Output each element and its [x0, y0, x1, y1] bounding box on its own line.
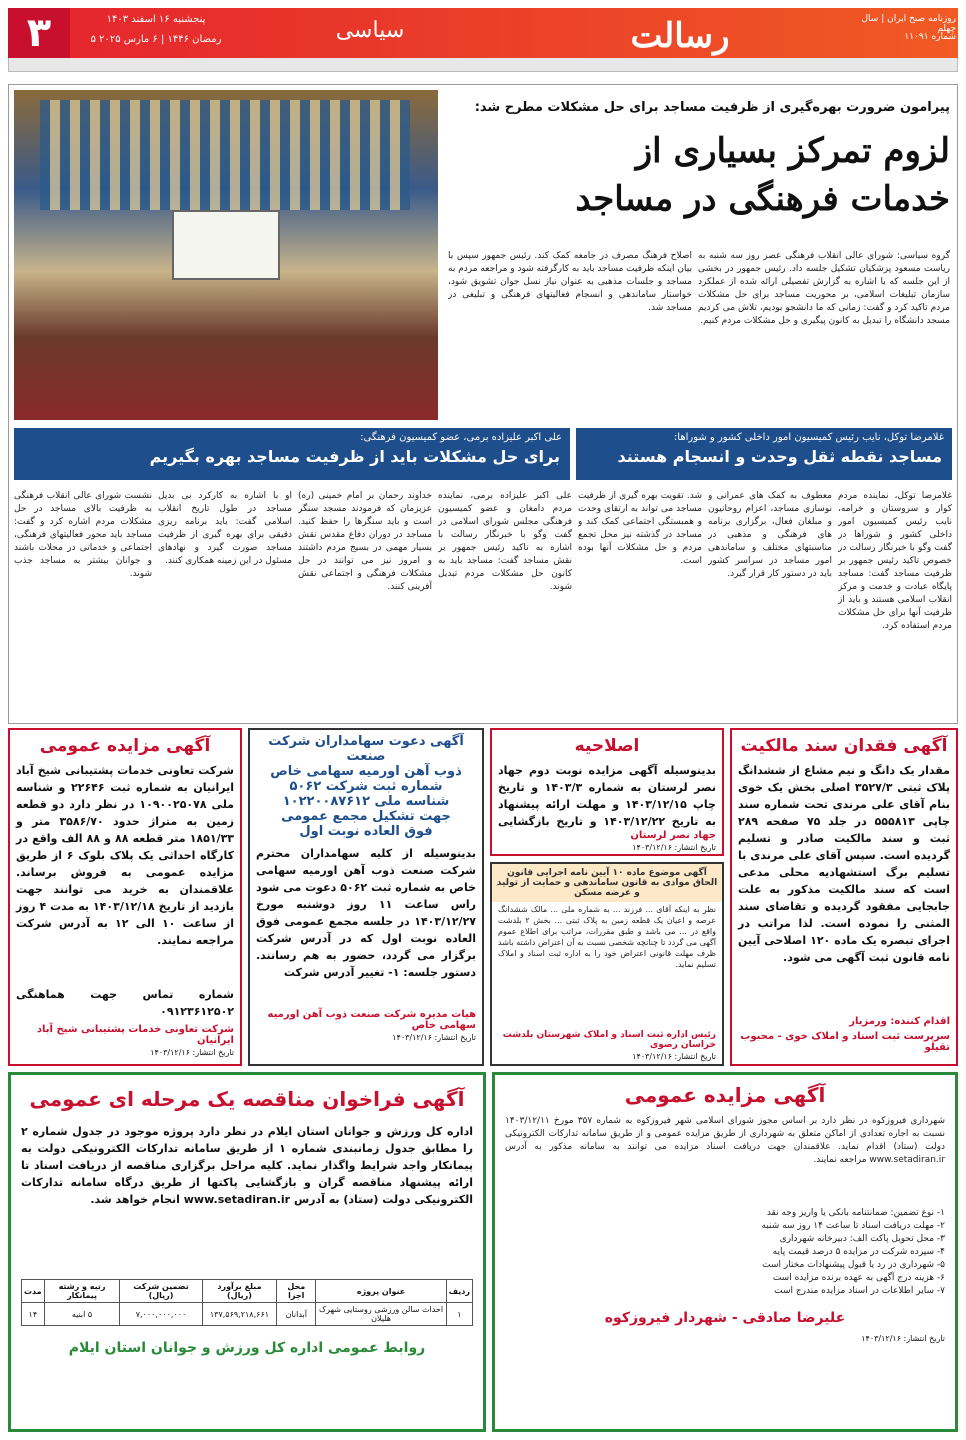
tender-left-table-wrap: [11, 1273, 483, 1332]
list-item: ۶- هزینه درج آگهی به عهده برنده مزایده است: [772, 1273, 945, 1283]
td-row: ۱: [446, 1303, 472, 1326]
page-number: ۳: [8, 8, 70, 58]
ad-shareholders: [248, 728, 484, 1066]
article-lead-left: اصلاح فرهنگ مصرف در جامعه کمک کند. رئیس جمهور سپس با بیان اینکه ظرفیت مساجد باید به کارگرفته شود و مراجعه مردم به مساجد و جلسات مذهبی به عنوان نیاز نسل جوان تشویق شود، خواستار ساماندهی و انسجام فعالیتهای فرهنگی و تبلیغی در مساجد شد.: [448, 251, 692, 313]
ad-shareholders-date: تاریخ انتشار: ۱۴۰۳/۱۲/۱۶: [392, 1033, 476, 1042]
list-item: ۷- سایر اطلاعات در اسناد مزایده مندرج است: [774, 1286, 945, 1296]
tender-right-date: تاریخ انتشار: ۱۴۰۳/۱۲/۱۶: [861, 1334, 945, 1343]
ad-shareholders-body: بدینوسیله از کلیه سهامداران محترم شرکت صنعت ذوب آهن اورمیه سهامی خاص به شماره ثبت ۵۰۶۲ دعوت می شود راس ساعت ۱۱ روز دوشنبه مورخ ۱۴۰۳/۱۲/۲۷ در جلسه مجمع عمومی فوق العاده نوبت اول که در آدرس شرکت برگزار می گردد، حضور به هم رسانند. دستور جلسه: ۱- تغییر آدرس شرکت: [256, 847, 476, 979]
ad-shareholders-title-5: جهت تشکیل مجمع عمومی: [281, 809, 451, 824]
tender-firuzkuh: [492, 1072, 958, 1432]
tender-right-body: شهرداری فیروزکوه در نظر دارد بر اساس مجوز شورای اسلامی شهر فیروزکوه به شماره ۳۵۷ مورخ ۱۴۰۳/۱۲/۱۱ نسبت به اجاره تعدادی از اماکن متعلق به شهرداری از طریق مزایده عمومی و از طریق سامانه تدارکات الکترونیکی دولت (ستاد) اقدام نماید. علاقمندان جهت دریافت اسناد مزایده می توانند به سامانه مذکور به آدرس www.setadiran.ir مراجعه نمایند.: [505, 1116, 945, 1165]
th-grade: رتبه و رشته پیمانکار: [44, 1280, 120, 1303]
ad-auction-signer: شرکت تعاونی خدمات پشتیبانی شیخ آباد ایرانیان: [36, 1024, 234, 1046]
th-location: محل اجرا: [277, 1280, 316, 1303]
th-project: عنوان پروژه: [316, 1280, 446, 1303]
tender-right-title: آگهی مزایده عمومی: [624, 1083, 826, 1107]
article-column-6: او با اشاره به کارکرد بی بدیل مساجد در طول تاریخ انقلاب اسلامی گفت: باید برنامه ریزی دقیقی برای بهره گیری از ظرفیت مساجد صورت گیرد و نهادهای مسئول در این زمینه همکاری کنند.: [158, 491, 292, 566]
issue-meta-1: روزنامه صبح ایران | سال چهلم: [861, 14, 956, 34]
ad-auction-title: آگهی مزایده عمومی: [39, 736, 211, 756]
issue-number: شماره ۱۱۰۹۱: [904, 32, 956, 42]
ad-housing-title: آگهی موضوع ماده ۱۰ آیین نامه اجرایی قانون الحاق موادی به قانون ساماندهی و حمایت از تولید و عرضه مسکن: [492, 864, 722, 902]
list-item: ۵- شهرداری در رد یا قبول پیشنهادات مختار است: [762, 1260, 945, 1270]
tender-right-list: [495, 1203, 955, 1302]
section-name: سیاسی: [335, 18, 405, 43]
date-line-1: پنجشنبه ۱۶ اسفند ۱۴۰۳: [106, 14, 206, 25]
date-line-2: ۵ رمضان ۱۴۴۶ | ۶ مارس ۲۰۲۵: [90, 34, 222, 45]
ad-auction-body: شرکت تعاونی خدمات پشتیبانی شیخ آباد ایرانیان به شماره ثبت ۲۲۶۴۶ و شناسه ملی ۱۰۹۰۰۲۵۰۷۸ در نظر دارد دو قطعه زمین به متراژ حدود ۳۵۸۶/۷۰ متر و ۱۸۵۱/۳۳ متر قطعه ۸۸ و ۸۸ الف واقع در کارگاه احداثی یک پلاک بلوک ۶ از طریق مزایده عمومی به فروش برساند. علاقمندان به خرید می توانند جهت بازدید از تاریخ ۱۴۰۳/۱۲/۱۸ به مدت ۴ روز از ساعت ۱۰ الی ۱۲ به آدرس شرکت مراجعه نمایند.: [16, 764, 235, 947]
tender-left-table: [21, 1279, 473, 1326]
td-estimate: ۱۳۷,۵۶۹,۲۱۸,۶۶۱: [202, 1303, 277, 1326]
td-project: احداث سالن ورزشی روستایی شهرک هلیلان: [316, 1303, 446, 1326]
td-grade: ۵ ابنیه: [44, 1303, 120, 1326]
newspaper-logo: رسالت: [630, 16, 730, 56]
ad-auction-phone: شماره تماس جهت هماهنگی ۰۹۱۲۳۶۱۲۵۰۲: [16, 988, 234, 1018]
th-duration: مدت: [22, 1280, 45, 1303]
photo-whiteboard: [172, 210, 280, 280]
subhead-right-byline: غلامرضا توکل، نایب رئیس کمیسیون امور داخلی کشور و شوراها:: [673, 432, 944, 443]
subhead-bar-left: [14, 428, 570, 480]
article-column-4: علی اکبر علیزاده برمی، نماینده مردم دامغان و عضو کمیسیون فرهنگی مجلس شورای اسلامی در گفت وگو با خبرنگار رسالت با اشاره به تاکید رئیس جمهور بر نقش مساجد گفت: مساجد باید به کانون حل مشکلات مردم تبدیل شوند.: [438, 491, 572, 592]
ad-correction-title: اصلاحیه: [574, 736, 640, 756]
ad-shareholders-title-3: شماره ثبت شرکت ۵۰۶۲: [289, 779, 443, 794]
subhead-left-title: برای حل مشکلات باید از ظرفیت مساجد بهره بگیریم: [149, 447, 560, 466]
article-column-5: خداوند رحمان بر امام خمینی (ره) عزیزمان که فرمودند مسجد سنگر است و باید سنگرها را حفظ کنید. مساجد در دوران دفاع مقدس نقش بسیار مهمی در بسیج مردم داشتند و امروز نیز می توانند در حل مشکلات فرهنگی و اجتماعی نقش آفرینی کنند.: [298, 491, 432, 592]
ad-lost-deed-signer: اقدام کننده: ورمزیار: [849, 1016, 950, 1027]
subhead-bar-right: [576, 428, 952, 480]
tender-table-header: [22, 1280, 473, 1303]
ad-correction: [490, 728, 724, 856]
ad-shareholders-signer: هیات مدیره شرکت صنعت ذوب آهن اورمیه سهامی خاص: [267, 1009, 476, 1031]
ad-auction-date: تاریخ انتشار: ۱۴۰۳/۱۲/۱۶: [150, 1048, 234, 1057]
ad-lost-deed-body: مقدار یک دانگ و نیم مشاع از ششدانگ پلاک ثبتی ۳۵۲۷/۳ اصلی بخش یک خوی بنام آقای علی مرندی تحت شماره سند چاپی ۵۵۵۸۱۳ در جلد ۷۵ صفحه ۲۸۹ ثبت و سند مالکیت صادر و تسلیم گردیده است. سپس آقای علی مرندی با تسلیم برگ استشهادیه محلی مدعی است که سند مالکیت مذکور به علت جابجایی مفقود گردیده و تقاضای سند المثنی را نموده است. لذا مراتب در اجرای تبصره یک ماده ۱۲۰ اصلاحی آیین نامه قانون ثبت آگهی می شود.: [738, 764, 950, 964]
ad-shareholders-title-2: ذوب آهن اورمیه سهامی خاص: [270, 764, 462, 779]
article-column-2: معطوف به کمک های عمرانی و نوسازی مساجد، اعزام روحانیون و مبلغان فعال، برگزاری برنامه های فرهنگی و مذهبی در مناسبتهای مختلف و ساماندهی امور مساجد در سراسر کشور باید در دستور کار قرار گیرد.: [708, 491, 832, 579]
tender-left-footer: روابط عمومی اداره کل ورزش و جوانان استان ایلام: [68, 1340, 426, 1356]
td-location: آبدانان: [277, 1303, 316, 1326]
ad-correction-signer: جهاد نصر لرستان: [630, 830, 716, 841]
td-duration: ۱۴: [22, 1303, 45, 1326]
article-column-7: نشست شورای عالی انقلاب فرهنگی به ظرفیت بالای مساجد در حل مشکلات مردم اشاره کرد و گفت: مساجد باید محور فعالیتهای فرهنگی، اجتماعی و خدماتی در محلات باشند و جوانان بیشتر به مساجد جذب شوند.: [14, 491, 152, 579]
ad-shareholders-title-1: آگهی دعوت سهامداران شرکت صنعت: [268, 734, 464, 764]
ad-correction-body: بدینوسیله آگهی مزایده نوبت دوم جهاد نصر لرستان به شماره ۱۴۰۳/۳ و تاریخ چاپ ۱۴۰۳/۱۲/۱۵ و مهلت ارائه پیشنهاد به تاریخ ۱۴۰۳/۱۲/۲۲ و تاریخ بازگشایی: [498, 764, 716, 828]
tender-sports-ilam: [8, 1072, 486, 1432]
tender-right-footer: علیرضا صادقی - شهردار فیروزکوه: [604, 1310, 846, 1326]
article-lead-right: گروه سیاسی: شورای عالی انقلاب فرهنگی عصر روز سه شنبه به ریاست مسعود پزشکیان تشکیل جلسه داد. رئیس جمهور در بخشی از این جلسه که با اشاره به گزارش تفصیلی ارائه شده از عملکرد سازمان تبلیغات اسلامی، بر محوریت مساجد برای حل مشکلات مردم تاکید کرد و گفت: زمانی که ما دانشجو بودیم، تلاش می کردیم مسجد دانشگاه را تبدیل به کانون پیگیری و حل مشکلات مردم کنیم.: [698, 251, 950, 326]
ad-housing-signer: رئیس اداره ثبت اسناد و املاک شهرستان بلدشت خراسان رضوی: [502, 1030, 716, 1050]
td-guarantee: ۷,۰۰۰,۰۰۰,۰۰۰: [120, 1303, 202, 1326]
ad-lost-deed-title: آگهی فقدان سند مالکیت: [740, 736, 948, 756]
ad-housing-notice: [490, 862, 724, 1066]
list-item: ۴- سپرده شرکت در مزایده ۵ درصد قیمت پایه: [772, 1247, 945, 1257]
ad-housing-date: تاریخ انتشار: ۱۴۰۳/۱۲/۱۶: [632, 1052, 716, 1061]
article-headline-1: لزوم تمرکز بسیاری از: [635, 131, 950, 171]
ad-shareholders-title-6: فوق العاده نوبت اول: [299, 824, 433, 839]
ad-lost-deed: [730, 728, 958, 1066]
subhead-right-title: مساجد نقطه ثقل وحدت و انسجام هستند: [617, 447, 942, 466]
ad-housing-body: نظر به اینکه آقای ... فرزند ... به شماره ملی ... مالک ششدانگ عرصه و اعیان یک قطعه زمین به پلاک ثبتی ... بخش ۲ بلدشت واقع در ... می باشد و طبق مقررات، مراتب برای اطلاع عموم آگهی می گردد تا چنانچه شخصی نسبت به آن اعتراض داشته باشد ظرف مهلت قانونی اعتراض خود را به اداره ثبت اسناد و املاک تسلیم نماید.: [498, 905, 716, 969]
article-column-3: شد. تقویت بهره گیری از ظرفیت مساجد می تواند به ارتقای وحدت و همبستگی اجتماعی کمک کند و مساجد در گذشته نیز محل تجمع مردم و حل مشکلات آنها بوده است.: [578, 491, 702, 566]
th-row: ردیف: [446, 1280, 472, 1303]
list-item: ۳- محل تحویل پاکت الف: دبیرخانه شهرداری: [779, 1234, 945, 1244]
tender-left-title: آگهی فراخوان مناقصه یک مرحله ای عمومی: [29, 1087, 465, 1111]
list-item: ۱- نوع تضمین: ضمانتنامه بانکی یا واریز وجه نقد: [766, 1208, 945, 1218]
ad-shareholders-title-4: شناسه ملی ۱۰۲۲۰۰۸۷۶۱۲: [282, 794, 450, 809]
ad-correction-date: تاریخ انتشار: ۱۴۰۳/۱۲/۱۶: [632, 843, 716, 852]
ad-lost-deed-footer: سرپرست ثبت اسناد و املاک خوی - محبوب تقیلو: [740, 1031, 950, 1053]
th-guarantee: تضمین شرکت (ریال): [120, 1280, 202, 1303]
th-estimate: مبلغ برآورد (ریال): [202, 1280, 277, 1303]
list-item: ۲- مهلت دریافت اسناد تا ساعت ۱۴ روز سه شنبه: [761, 1221, 945, 1231]
subhead-left-byline: علی اکبر علیزاده برمی، عضو کمیسیون فرهنگی:: [360, 432, 562, 443]
photo-tile-wall: [40, 100, 410, 210]
ad-auction: [8, 728, 242, 1066]
article-headline-2: خدمات فرهنگی در مساجد: [575, 179, 950, 219]
article-column-1: غلامرضا توکل، نماینده مردم کوار و سروستان و خرامه، نایب رئیس کمیسیون امور داخلی کشور و شوراها در گفت وگو با خبرنگار رسالت در خصوص تاکید رئیس جمهور بر ظرفیت مساجد گفت: مساجد پایگاه عبادت و خدمت و مرکز انقلاب اسلامی هستند و باید از ظرفیت آنها برای حل مشکلات مردم استفاده کرد.: [838, 491, 952, 631]
tender-left-body: اداره کل ورزش و جوانان استان ایلام در نظر دارد پروژه موجود در جدول شماره ۲ را مطابق جدول زمانبندی شماره ۱ از طریق سامانه تدارکات الکترونیکی دولت به پیمانکار واجد شرایط واگذار نماید. کلیه مراحل برگزاری مناقصه از دریافت اسناد تا ارائه پیشنهاد مناقصه گران و بازگشایی پاکتها از طریق درگاه سامانه تدارکات الکترونیکی دولت (ستاد) به آدرس www.setadiran.ir انجام خواهد شد.: [21, 1125, 473, 1206]
table-row: [22, 1303, 473, 1326]
article-kicker: پیرامون ضرورت بهره‌گیری از ظرفیت مساجد برای حل مشکلات مطرح شد:: [474, 100, 950, 115]
